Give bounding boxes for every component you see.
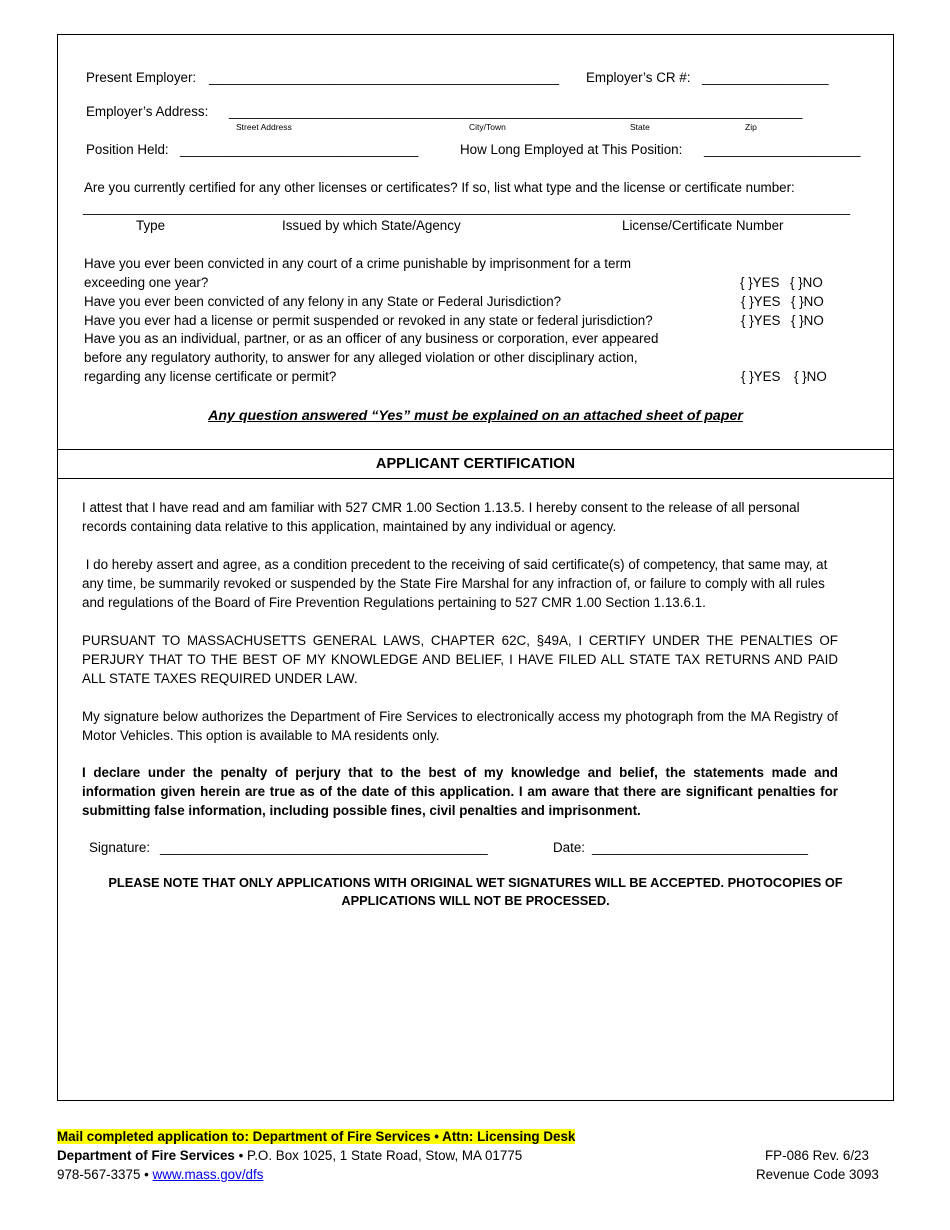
signature-label: Signature: — [89, 840, 151, 855]
certification-paragraph-3: PURSUANT TO MASSACHUSETTS GENERAL LAWS, CHAPTER 62C, §49A, I CERTIFY UNDER THE PENALTIES OF PERJURY THAT TO THE BEST OF MY KNOWLEDGE AND BELIEF, I HAVE FILED ALL STATE TAX RETURNS AND PAID ALL STATE TAXES REQUIRED UNDER LAW. — [82, 633, 838, 686]
phone-number: 978-567-3375 • — [57, 1167, 153, 1182]
question-1-yes-checkbox[interactable]: { }YES — [740, 275, 780, 290]
position-held-field[interactable]: ________________________________ — [180, 142, 419, 157]
question-2-no-checkbox[interactable]: { }NO — [791, 294, 824, 309]
license-type-column: Type — [136, 218, 166, 233]
yes-explanation-note: Any question answered “Yes” must be explained on an attached sheet of paper — [208, 408, 743, 424]
certification-header — [57, 449, 894, 479]
question-1-no-checkbox[interactable]: { }NO — [790, 275, 823, 290]
certification-paragraph-5: I declare under the penalty of perjury that to the best of my knowledge and belief, the statements made and information given herein are true as of the date of this application. I am aware that there are significant penalties for submitting false information, including possible fines, civil penalties and imprisonment. — [82, 765, 838, 818]
signature-field[interactable]: ____________________________________________ — [160, 840, 488, 855]
license-issuer-column: Issued by which State/Agency — [282, 218, 461, 233]
question-1-line-2: exceeding one year? — [84, 275, 209, 290]
website-link[interactable]: www.mass.gov/dfs — [152, 1167, 264, 1182]
certification-title: APPLICANT CERTIFICATION — [375, 456, 576, 472]
footer-contact — [57, 1167, 263, 1182]
date-label: Date: — [553, 840, 586, 855]
question-4-line-3: regarding any license certificate or permit? — [84, 369, 337, 384]
how-long-employed-field[interactable]: _____________________ — [704, 142, 861, 157]
present-employer-label: Present Employer: — [86, 70, 197, 85]
question-4-line-2: before any regulatory authority, to answer for any alleged violation or other disciplinary action, — [84, 350, 638, 365]
certification-paragraph-1: I attest that I have read and am familiar with 527 CMR 1.00 Section 1.13.5. I hereby consent to the release of all personal records containing data relative to this application, maintained by any individual or agency. — [82, 500, 800, 534]
employer-cr-field[interactable]: _________________ — [702, 70, 829, 85]
question-3-line-1: Have you ever had a license or permit suspended or revoked in any state or federal jurisdiction? — [84, 313, 653, 328]
wet-signature-note-line-1: PLEASE NOTE THAT ONLY APPLICATIONS WITH ORIGINAL WET SIGNATURES WILL BE ACCEPTED. PHOTOCOPIES OF — [108, 875, 843, 890]
position-held-label: Position Held: — [86, 142, 169, 157]
employer-address-label: Employer’s Address: — [86, 104, 209, 119]
how-long-employed-label: How Long Employed at This Position: — [460, 142, 683, 157]
date-field[interactable]: _____________________________ — [592, 840, 808, 855]
footer-address — [57, 1148, 522, 1163]
question-1-line-1: Have you ever been convicted in any court of a crime punishable by imprisonment for a term — [84, 256, 632, 271]
present-employer-field[interactable]: _______________________________________________ — [209, 70, 560, 85]
form-id: FP-086 Rev. 6/23 — [765, 1148, 869, 1163]
license-number-column: License/Certificate Number — [622, 218, 784, 233]
question-2-yes-checkbox[interactable]: { }YES — [741, 294, 781, 309]
zip-sublabel: Zip — [745, 122, 757, 132]
certification-paragraph-2: I do hereby assert and agree, as a condition precedent to the receiving of said certificate(s) of competency, that same may, at any time, be summarily revoked or suspended by the State Fire Marshal for any infraction of, or failure to comply with all rules and regulations of the Board of Fire Prevention Regulations pertaining to 527 CMR 1.00 Section 1.13.6.1. — [82, 557, 832, 610]
question-2-line-1: Have you ever been convicted of any felony in any State or Federal Jurisdiction? — [84, 294, 562, 309]
employer-cr-label: Employer’s CR #: — [586, 70, 691, 85]
certification-paragraph-4: My signature below authorizes the Department of Fire Services to electronically access my photograph from the MA Registry of Motor Vehicles. This option is available to MA residents only. — [82, 709, 838, 743]
department-name: Department of Fire Services — [57, 1148, 235, 1163]
other-licenses-question: Are you currently certified for any other licenses or certificates? If so, list what type and the license or certificate number: — [84, 180, 795, 195]
question-3-yes-checkbox[interactable]: { }YES — [741, 313, 781, 328]
question-4-yes-checkbox[interactable]: { }YES — [741, 369, 781, 384]
question-3-no-checkbox[interactable]: { }NO — [791, 313, 824, 328]
department-address: • P.O. Box 1025, 1 State Road, Stow, MA 01775 — [234, 1148, 523, 1163]
wet-signature-note-line-2: APPLICATIONS WILL NOT BE PROCESSED. — [341, 893, 610, 908]
mail-instructions: Mail completed application to: Department of Fire Services • Attn: Licensing Desk — [57, 1129, 576, 1144]
street-address-sublabel: Street Address — [236, 122, 292, 132]
question-4-line-1: Have you as an individual, partner, or as an officer of any business or corporation, ever appeared — [84, 331, 659, 346]
other-licenses-field[interactable]: _______________________________________________________________________________________________________ — [83, 200, 851, 215]
state-sublabel: State — [630, 122, 650, 132]
revenue-code: Revenue Code 3093 — [756, 1167, 879, 1182]
city-town-sublabel: City/Town — [469, 122, 506, 132]
employer-address-field[interactable]: _____________________________________________________________________________ — [229, 104, 803, 119]
question-4-no-checkbox[interactable]: { }NO — [794, 369, 827, 384]
